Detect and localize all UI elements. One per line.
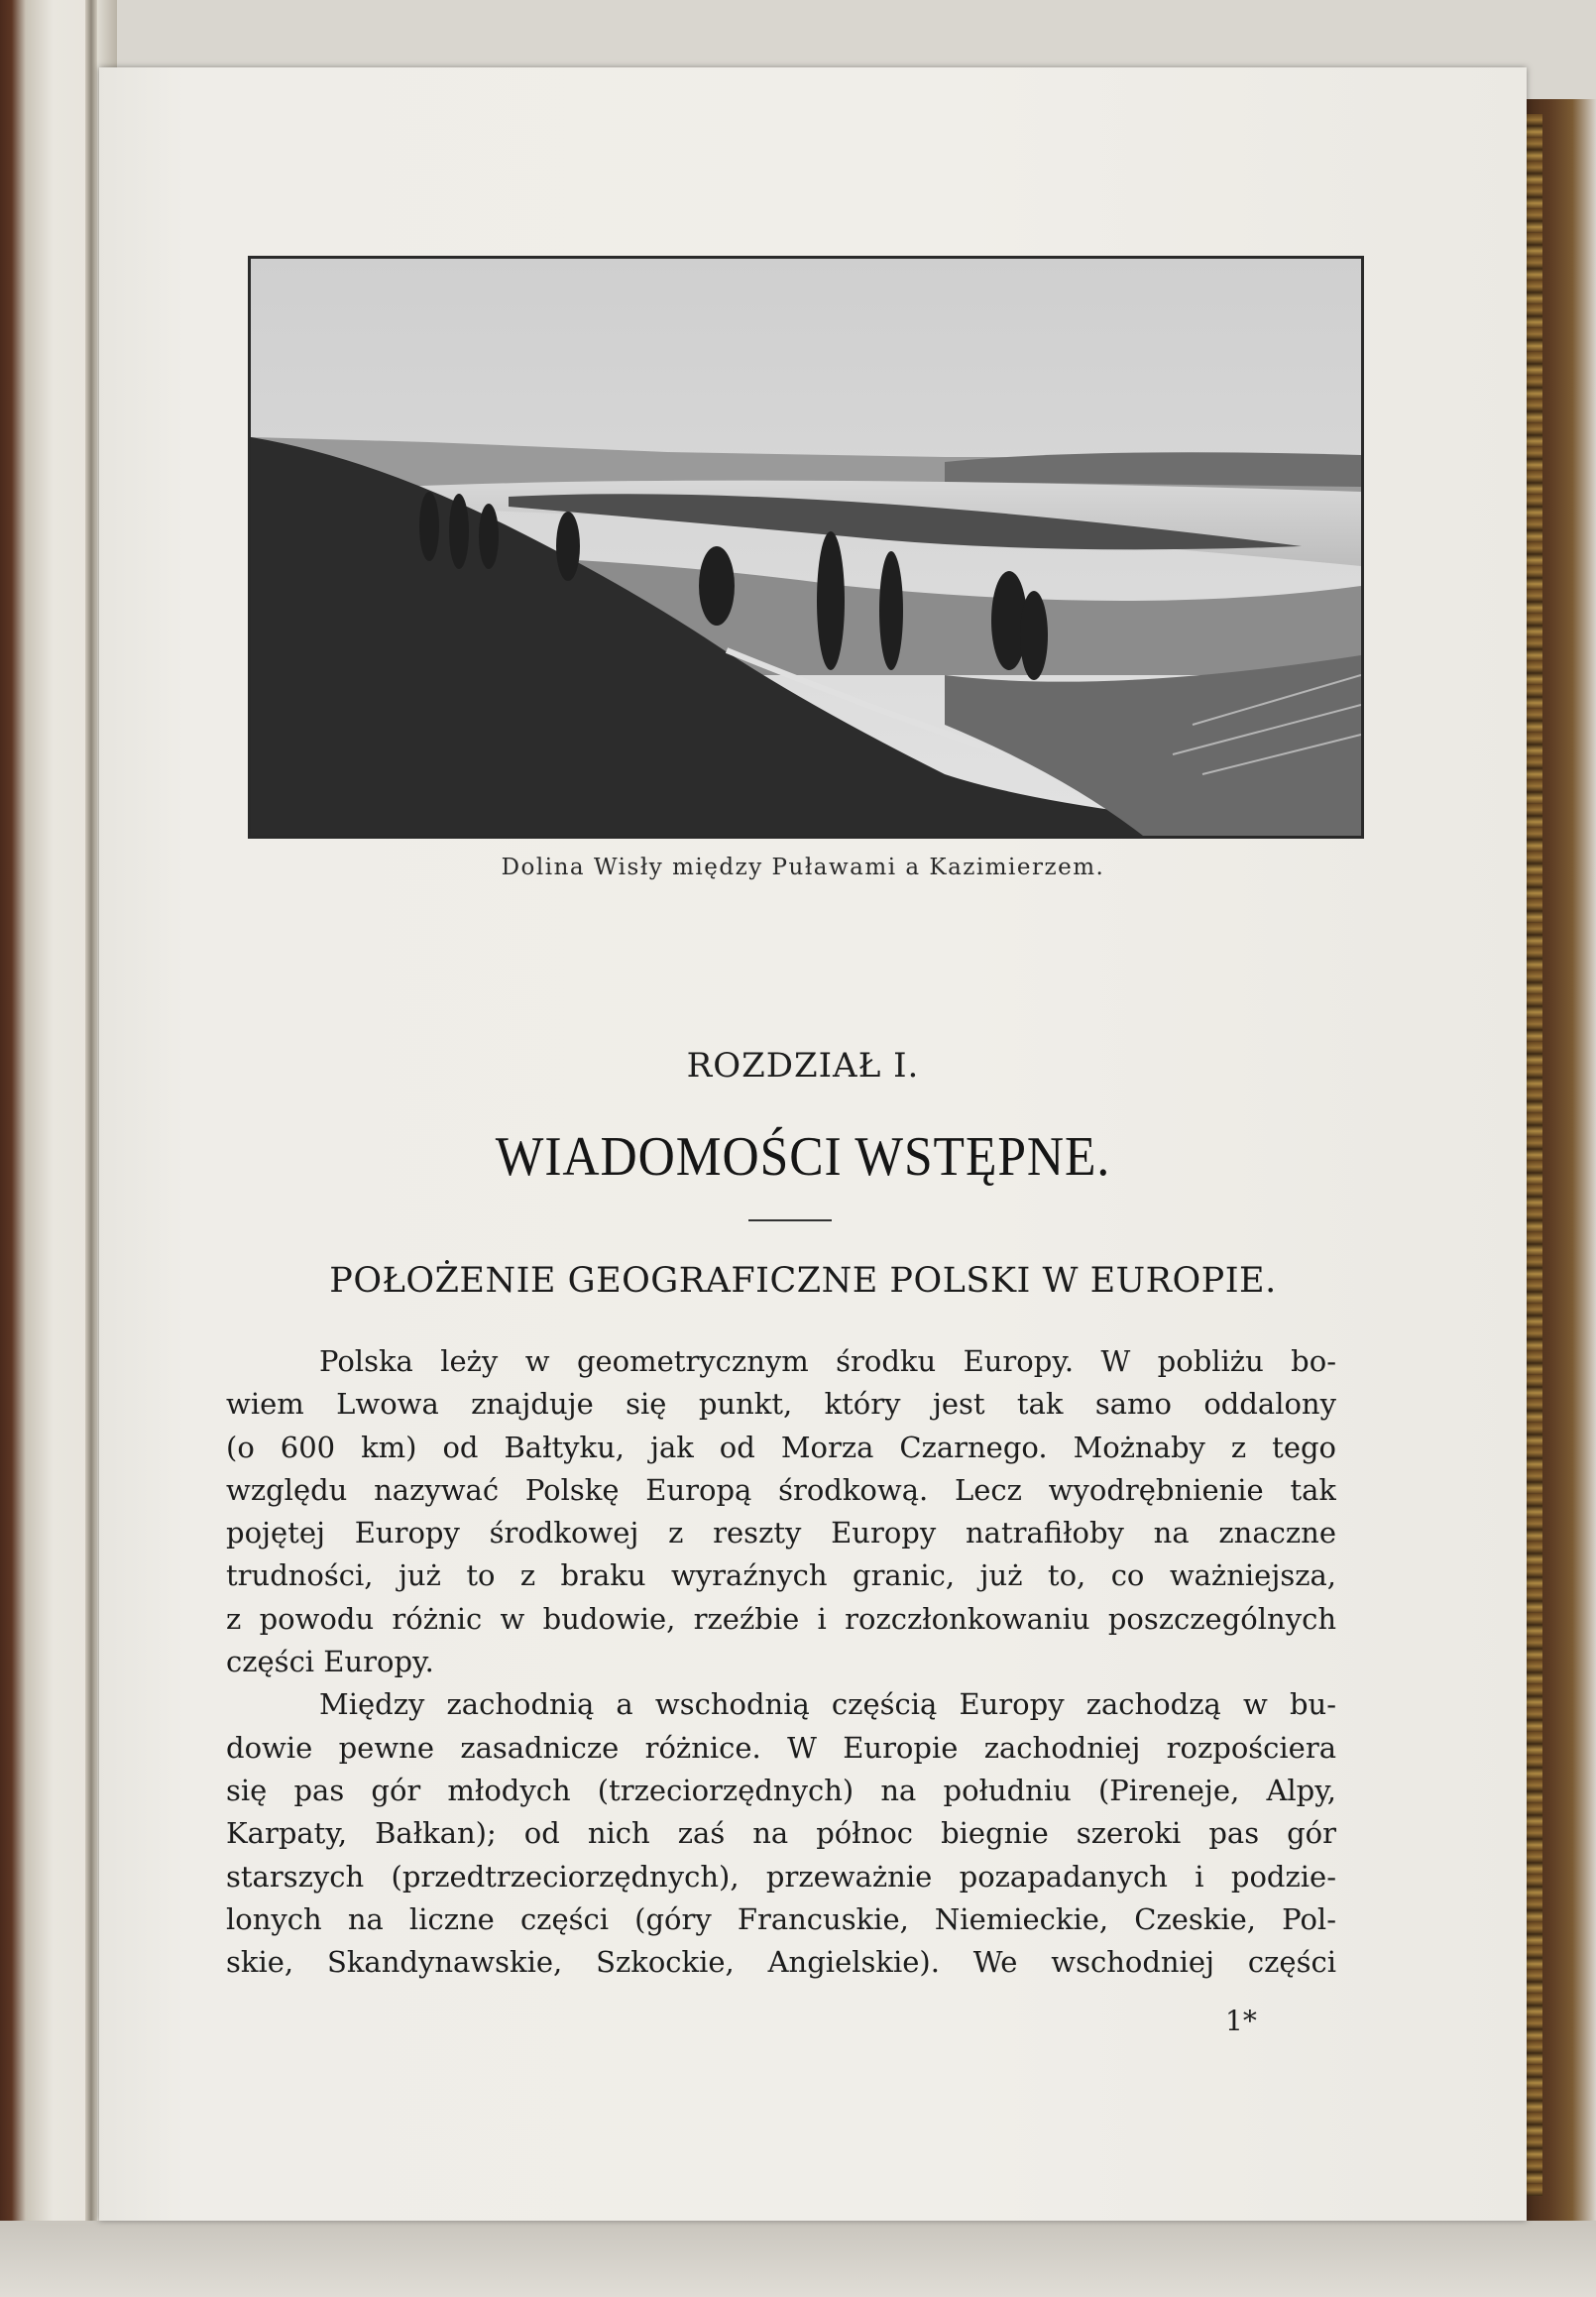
- section-title: POŁOŻENIE GEOGRAFICZNE POLSKI W EUROPIE.: [329, 1261, 1277, 1301]
- previous-page-edge: [85, 0, 97, 2297]
- paragraph-1-line: pojętej Europy środkowej z reszty Europy natrafiłoby na znaczne: [226, 1516, 1336, 1550]
- river-valley-illustration: [251, 259, 1361, 836]
- paragraph-2-line: Między zachodnią a wschodnią częścią Europy zachodzą w bu-: [319, 1687, 1336, 1722]
- marbled-edge: [1525, 114, 1542, 2196]
- paragraph-1-line: względu nazywać Polskę Europą środkową. Lecz wyodrębnienie tak: [226, 1472, 1336, 1507]
- paragraph-2-line: starszych (przedtrzeciorzędnych), przeważnie pozapadanych i podzie-: [226, 1859, 1336, 1894]
- paragraph-1-line: (o 600 km) od Bałtyku, jak od Morza Czarnego. Możnaby z tego: [226, 1430, 1336, 1464]
- paragraph-2-line: Karpaty, Bałkan); od nich zaś na północ biegnie szeroki pas gór: [226, 1816, 1336, 1851]
- paragraph-2-line: lonych na liczne części (góry Francuskie, Niemieckie, Czeskie, Pol-: [226, 1901, 1336, 1936]
- paragraph-1-line: części Europy.: [226, 1645, 434, 1679]
- divider-rule: [748, 1219, 832, 1221]
- paragraph-1-line: Polska leży w geometrycznym środku Europy. W pobliżu bo-: [319, 1344, 1336, 1378]
- paragraph-2-line: skie, Skandynawskie, Szkockie, Angielskie). We wschodniej części: [226, 1945, 1336, 1980]
- table-surface: [0, 2221, 1596, 2297]
- chapter-title: WIADOMOŚCI WSTĘPNE.: [495, 1126, 1111, 1188]
- paragraph-1-line: wiem Lwowa znajduje się punkt, który jest tak samo oddalony: [226, 1387, 1336, 1422]
- page-number: 1*: [1225, 2005, 1257, 2037]
- paragraph-1-line: trudności, już to z braku wyraźnych granic, już to, co ważniejsza,: [226, 1558, 1336, 1593]
- far-bank-right: [945, 452, 1361, 487]
- landscape-photo: [248, 256, 1364, 839]
- photo-caption: Dolina Wisły między Puławami a Kazimierzem.: [501, 855, 1105, 880]
- body-text: [226, 1340, 1336, 1984]
- chapter-label: ROZDZIAŁ I.: [686, 1046, 920, 1086]
- paragraph-1-line: z powodu różnic w budowie, rzeźbie i rozczłonkowaniu poszczególnych: [226, 1601, 1336, 1636]
- paragraph-2-line: się pas gór młodych (trzeciorzędnych) na południu (Pireneje, Alpy,: [226, 1773, 1336, 1807]
- paragraph-2-line: dowie pewne zasadnicze różnice. W Europie zachodniej rozpościera: [226, 1730, 1336, 1765]
